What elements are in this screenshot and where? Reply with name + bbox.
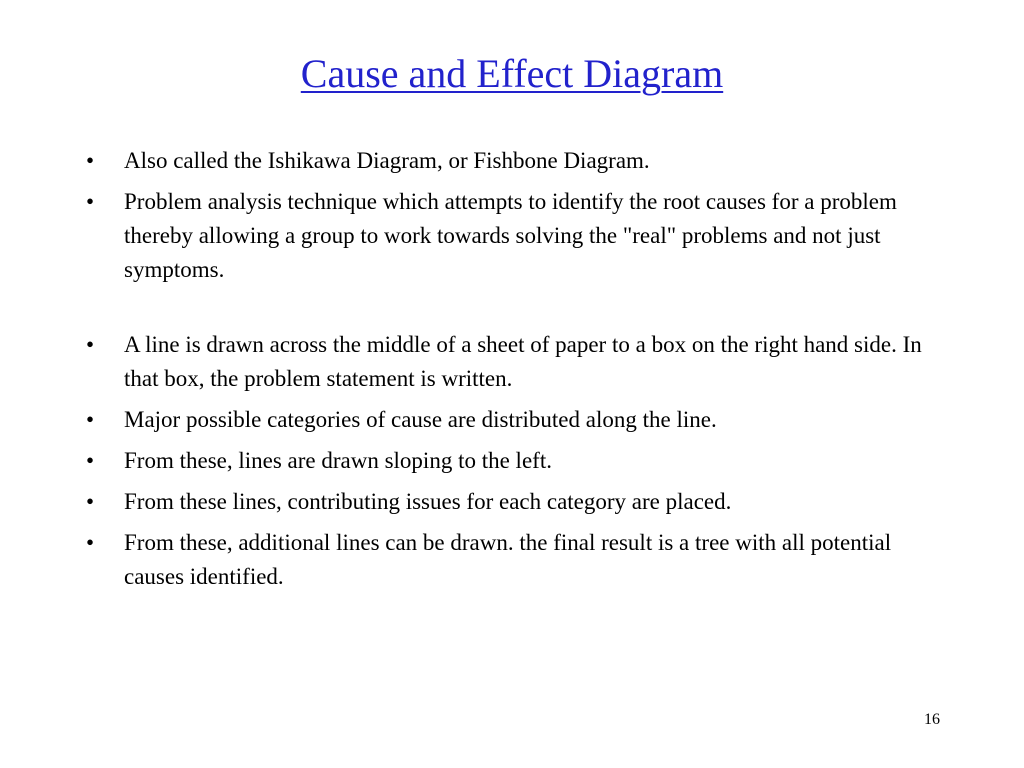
bullet-icon: • xyxy=(86,332,95,357)
bullet-icon: • xyxy=(86,148,95,173)
bullet-item xyxy=(84,185,944,287)
bullet-text: A line is drawn across the middle of a sheet of paper to a box on the right hand side. In that box, the problem statement is written. xyxy=(124,332,922,391)
bullet-text: Problem analysis technique which attempts to identify the root causes for a problem thereby allowing a group to work towards solving the "real" problems and not just symptoms. xyxy=(124,189,897,282)
page-number: 16 xyxy=(924,711,940,728)
bullet-item xyxy=(84,144,944,178)
bullet-icon: • xyxy=(86,448,95,473)
bullet-icon: • xyxy=(86,407,95,432)
bullet-text: From these, lines are drawn sloping to the left. xyxy=(124,448,552,473)
bullet-item xyxy=(84,444,944,478)
bullet-item xyxy=(84,485,944,519)
bullet-item xyxy=(84,328,944,396)
bullet-item xyxy=(84,526,944,594)
slide-title: Cause and Effect Diagram xyxy=(300,51,724,96)
bullet-text: From these, additional lines can be drawn. the final result is a tree with all potential causes identified. xyxy=(124,530,892,589)
bullet-text: From these lines, contributing issues for each category are placed. xyxy=(124,489,732,514)
bullet-icon: • xyxy=(86,189,95,214)
bullet-icon: • xyxy=(86,489,95,514)
bullet-icon: • xyxy=(86,530,95,555)
bullet-item xyxy=(84,403,944,437)
bullet-list xyxy=(84,144,944,601)
bullet-text: Also called the Ishikawa Diagram, or Fishbone Diagram. xyxy=(124,148,650,173)
bullet-text: Major possible categories of cause are distributed along the line. xyxy=(124,407,717,432)
